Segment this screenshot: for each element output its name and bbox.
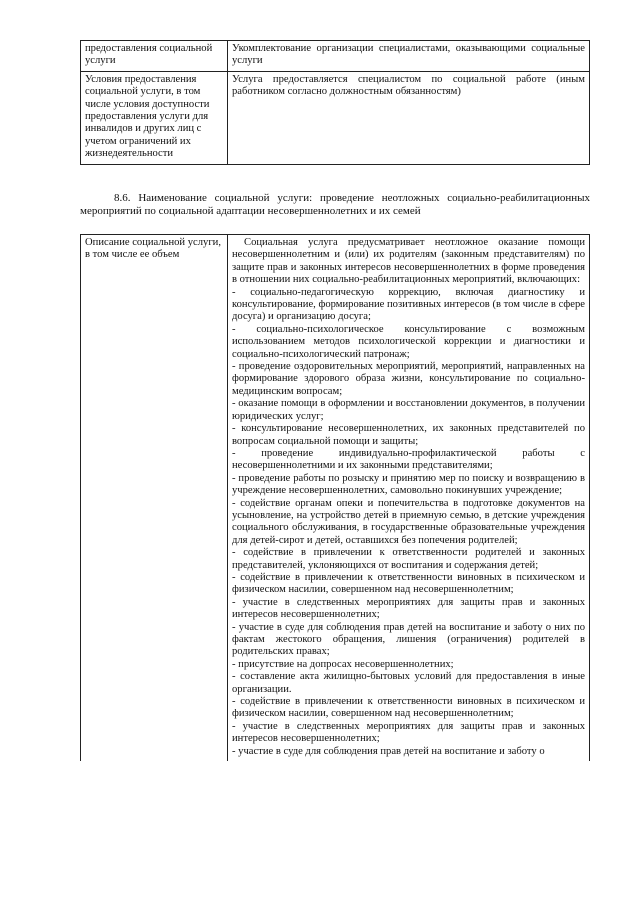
section-heading: 8.6. Наименование социальной услуги: проведение неотложных социально-реабилитационных мероприятий по социальной адаптации несовершеннолетних и их семей: [80, 192, 590, 217]
table-row: [81, 41, 590, 72]
table-row: [81, 71, 590, 164]
list-item: - оказание помощи в оформлении и восстановлении документов, в получении юридических услуг;: [232, 398, 585, 422]
list-item: - присутствие на допросах несовершеннолетних;: [232, 658, 454, 670]
service-description-table: [80, 234, 590, 761]
list-item: - участие в суде для соблюдения прав детей на воспитание и заботу о: [232, 745, 545, 757]
list-item: - проведение оздоровительных мероприятий, мероприятий, направленных на формирование здорового образа жизни, консультирование по социально-медицинским вопросам;: [232, 361, 585, 397]
list-item: - содействие в привлечении к ответственности виновных в психическом и физическом насилии, совершенном над несовершеннолетним;: [232, 571, 585, 596]
list-item: - участие в суде для соблюдения прав детей на воспитание и заботу о них по фактам жестокого обращения, лишения (ограничения) родителей в родительских правах;: [232, 621, 585, 658]
row-value: Укомплектование организации специалистами, оказывающими социальные услуги: [228, 41, 590, 72]
list-item: - социально-педагогическую коррекцию, включая диагностику и консультирование, формирование позитивных интересов (в том числе в сфере досуга) и организацию досуга;: [232, 286, 585, 323]
list-item: - участие в следственных мероприятиях для защиты прав и законных интересов несовершеннолетних;: [232, 720, 585, 745]
row-label: Описание социальной услуги, в том числе ее объем: [81, 235, 228, 762]
list-item: - консультирование несовершеннолетних, их законных представителей по вопросам социальной помощи и защиты;: [232, 423, 585, 447]
list-item: - проведение индивидуально-профилактической работы с несовершеннолетними и их законными представителями;: [232, 447, 585, 472]
description-cell: [228, 235, 590, 762]
list-item: - содействие в привлечении к ответственности родителей и законных представителей, уклоняющихся от воспитания и содержания детей;: [232, 547, 585, 571]
row-value: Услуга предоставляется специалистом по социальной работе (иным работником согласно должностным обязанностям): [228, 71, 590, 164]
list-item: - проведение работы по розыску и принятию мер по поиску и возвращению в учреждение несовершеннолетних, самовольно покинувших учреждение;: [232, 472, 585, 497]
row-label: Условия предоставления социальной услуги, в том числе условия доступности предоставления услуги для инвалидов и других лиц с учетом ограничений их жизнедеятельности: [81, 71, 228, 164]
list-item: - социально-психологическое консультирование с возможным использованием методов психологической коррекции и диагностики и социально-психологический патронаж;: [232, 323, 585, 360]
description-intro: Социальная услуга предусматривает неотложное оказание помощи несовершеннолетним и (или) их родителям (законным представителям) по защите прав и законных интересов несовершеннолетних в форме проведения в отношении них социально-реабилитационных мероприятий, включающих:: [232, 237, 585, 286]
row-label: предоставления социальной услуги: [81, 41, 228, 72]
list-item: - участие в следственных мероприятиях для защиты прав и законных интересов несовершеннолетних;: [232, 596, 585, 621]
list-item: - содействие органам опеки и попечительства в подготовке документов на усыновление, на устройство детей в приемную семью, в детские учреждения социального обслуживания, в государственные образовательные учреждения для детей-сирот и детей, оставшихся без попечения родителей;: [232, 497, 585, 546]
list-item: - содействие в привлечении к ответственности виновных в психическом и физическом насилии, совершенном над несовершеннолетним;: [232, 696, 585, 720]
service-conditions-table: [80, 40, 590, 165]
table-row: [81, 235, 590, 762]
list-item: - составление акта жилищно-бытовых условий для предоставления в иные организации.: [232, 671, 585, 695]
